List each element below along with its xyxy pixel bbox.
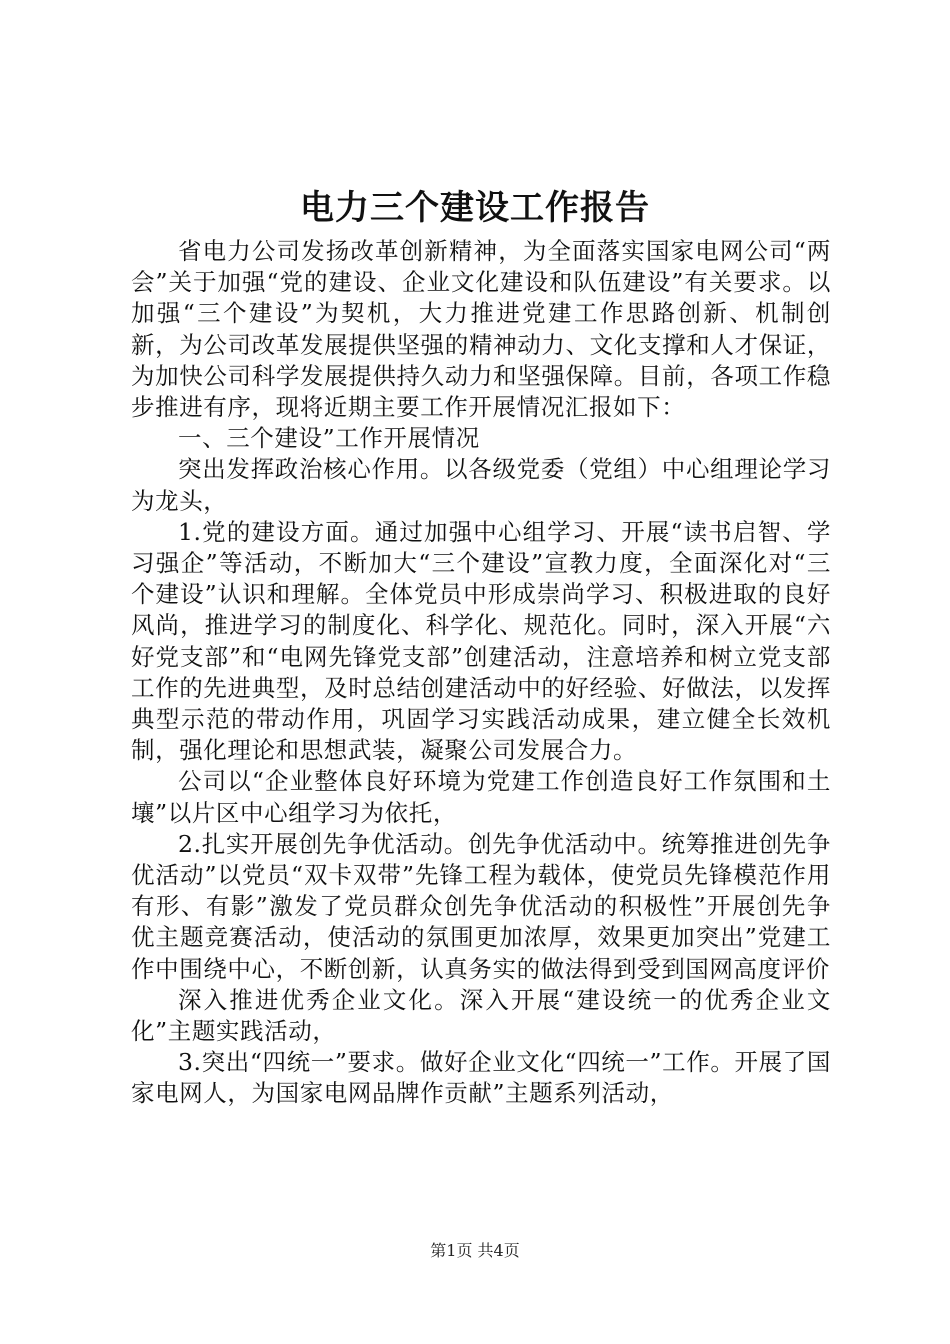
page-number-footer: 第1页 共4页 — [430, 1241, 520, 1260]
document-body — [131, 236, 831, 1110]
paragraph-party-building: 1.党的建设方面。通过加强中心组学习、开展“读书启智、学习强企”等活动，不断加大“三个建设”宣教力度，全面深化对“三个建设”认识和理解。全体党员中形成崇尚学习、积极进取的良好风尚，推进学习的制度化、科学化、规范化。同时，深入开展“六好党支部”和“电网先锋党支部”创建活动，注意培养和树立党支部工作的先进典型，及时总结创建活动中的好经验、好做法，以发挥典型示范的带动作用，巩固学习实践活动成果，建立健全长效机制，强化理论和思想武装，凝聚公司发展合力。 — [131, 517, 831, 765]
paragraph-enterprise-culture: 深入推进优秀企业文化。深入开展“建设统一的优秀企业文化”主题实践活动， — [131, 985, 831, 1046]
paragraph-political-core: 突出发挥政治核心作用。以各级党委（党组）中心组理论学习为龙头， — [131, 455, 831, 515]
paragraph-excellence-activities: 2.扎实开展创先争优活动。创先争优活动中。统筹推进创先争优活动”以党员“双卡双带”先锋工程为载体，使党员先锋模范作用有形、有影”激发了党员群众创先争优活动的积极性”开展创先争优主题竞赛活动，使活动的氛围更加浓厚，效果更加突出”党建工作中围绕中心，不断创新，认真务实的做法得到受到国网高度评价 — [131, 829, 831, 983]
paragraph-four-unifications: 3.突出“四统一”要求。做好企业文化“四统一”工作。开展了国家电网人，为国家电网品牌作贡献”主题系列活动， — [131, 1048, 831, 1108]
section-heading-1: 一、三个建设”工作开展情况 — [178, 424, 480, 453]
paragraph-company-environment: 公司以“企业整体良好环境为党建工作创造良好工作氛围和土壤”以片区中心组学习为依托， — [131, 767, 831, 827]
document-title: 电力三个建设工作报告 — [300, 188, 650, 228]
paragraph-intro: 省电力公司发扬改革创新精神，为全面落实国家电网公司“两会”关于加强“党的建设、企业文化建设和队伍建设”有关要求。以加强“三个建设”为契机，大力推进党建工作思路创新、机制创新，为公司改革发展提供坚强的精神动力、文化支撑和人才保证，为加快公司科学发展提供持久动力和坚强保障。目前，各项工作稳步推进有序，现将近期主要工作开展情况汇报如下： — [131, 237, 831, 422]
